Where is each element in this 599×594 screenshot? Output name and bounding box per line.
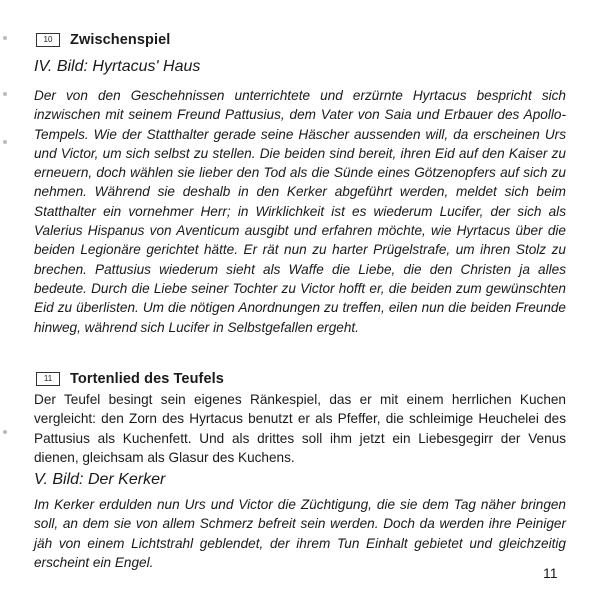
section-11-heading [36,371,224,387]
scene-synopsis: Im Kerker erdulden nun Urs und Victor die Züchtigung, die sie dem Tag näher bringen soll, an dem sie von allem Schmerz befreit sein werden. Doch da werden ihre Peiniger jäh von einem Lichtstrahl geblendet, der ihrem Tun Einhalt gebietet und gleichzeitig erscheint ein Engel. [34,497,566,570]
section-10-heading [36,32,170,48]
song-synopsis: Der Teufel besingt sein eigenes Ränkespiel, das er mit einem herrlichen Kuchen vergleicht: den Zorn des Hyrtacus benutzt er als Pfeffer, die schleimige Heuchelei des Pattusius als Kuchenfett. Und als drittes soll ihm jetzt ein Liebesgegirr der Venus dienen, gleichsam als Glasur des Kuchens. [34,392,566,465]
track-number-badge: 10 [36,33,60,47]
scene-synopsis: Der von den Geschehnissen unterrichtete und erzürnte Hyrtacus bespricht sich inzwischen mit seinem Freund Pattusius, dem Vater von Saia und Erbauer des Apollo-Tempels. Wie der Statthalter gerade seine Häscher aussenden will, da erscheinen Urs und Victor, um sich selbst zu stellen. Die beiden sind bereit, ihren Eid auf den Kaiser zu erneuern, doch wählen sie lieber den Tod als die Sünde eines Götzenopfers auf sich zu nehmen. Während sie deshalb in den Kerker abgeführt werden, meldet sich beim Statthalter ein vornehmer Herr; in Wirklichkeit ist es wiederum Lucifer, der sich als Valerius Hispanus von Aventicum ausgibt und erfahren möchte, wie Hyrtacus über die beiden Legionäre gerichtet hätte. Er rät nun zu harter Prügelstrafe, um ihren Stolz zu brechen. Pattusius wiederum sieht als Waffe die Liebe, die den Christen ja alles bedeute. Durch die Liebe seiner Tochter zu Victor hofft er, die beiden zum gewünschten Eid zu überlisten. Um die nötigen Anordnungen zu treffen, eilen nun die beiden Freunde hinweg, während sich Lucifer in Selbstgefallen ergeht. [34,88,566,335]
track-number-badge: 11 [36,372,60,386]
section-title: Tortenlied des Teufels [70,371,224,387]
scene-title: IV. Bild: Hyrtacus' Haus [34,58,201,75]
scene-title: V. Bild: Der Kerker [34,471,166,488]
margin-mark [3,430,7,434]
margin-mark [3,36,7,40]
section-title: Zwischenspiel [70,32,171,48]
margin-mark [3,140,7,144]
page-number: 11 [543,565,558,581]
margin-mark [3,92,7,96]
